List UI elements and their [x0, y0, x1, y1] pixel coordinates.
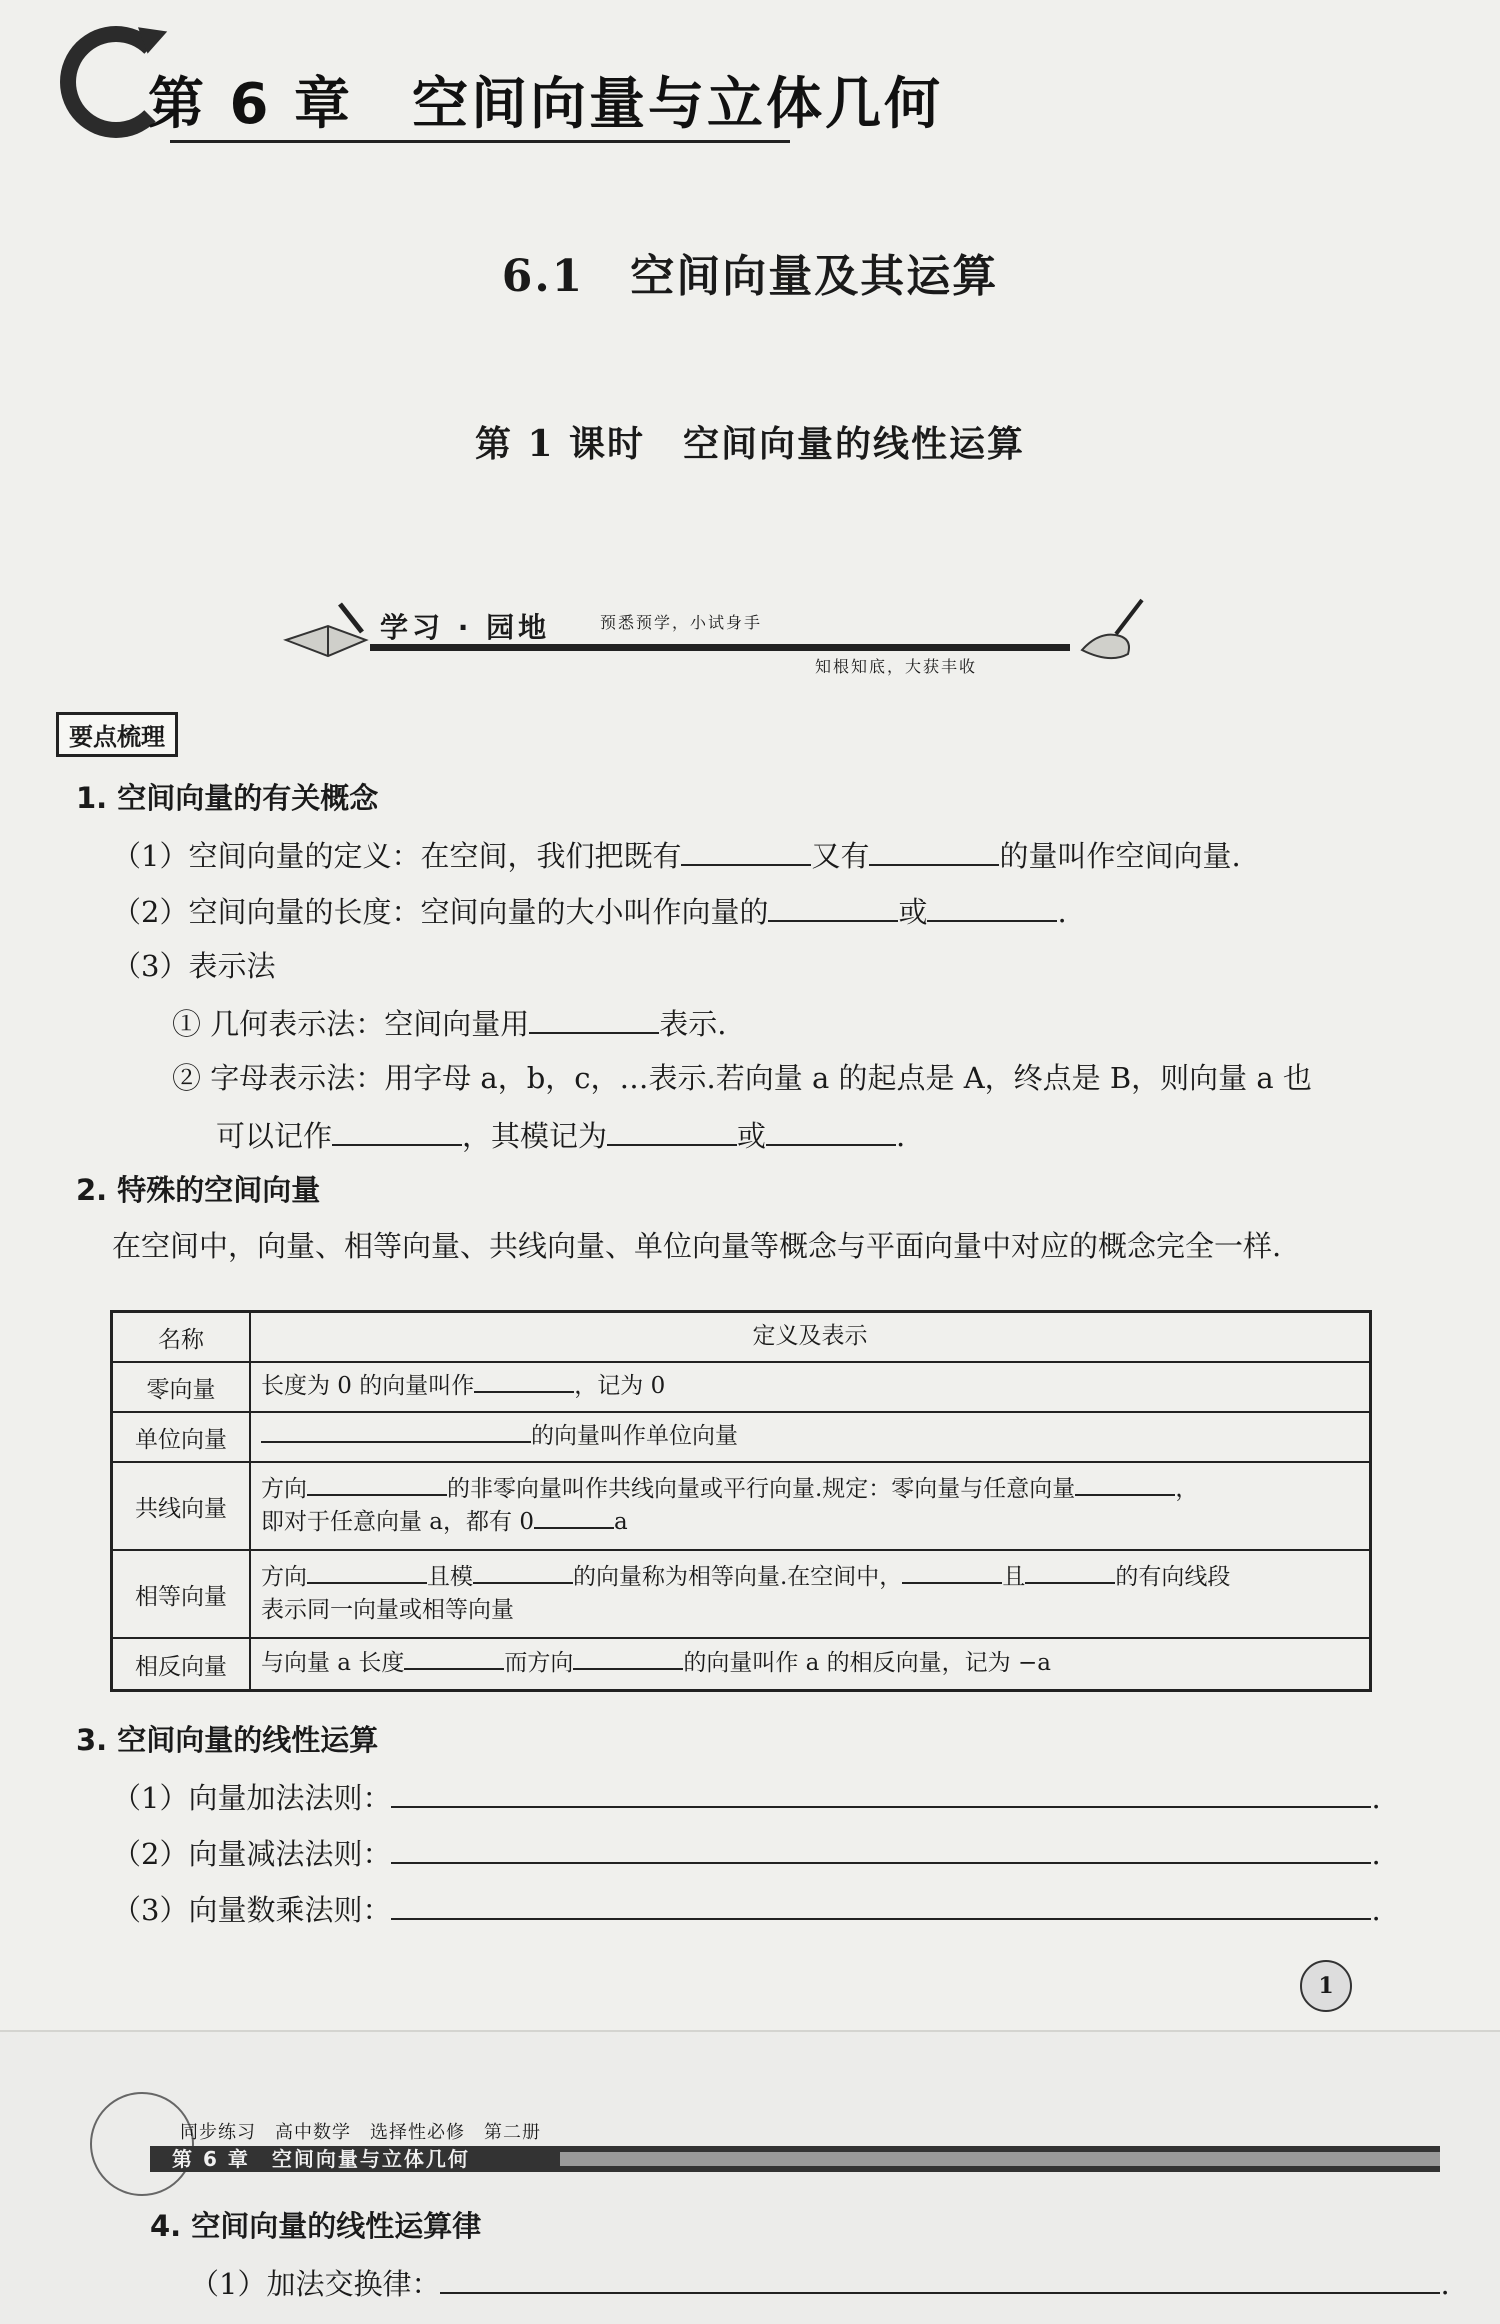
row-def-opposite: 与向量 a 长度 而方向 的向量叫作 a 的相反向量，记为 −a — [261, 1650, 1051, 1677]
point-1-heading: 1. 空间向量的有关概念 — [76, 781, 379, 815]
chapter-title: 第 6 章 空间向量与立体几何 — [148, 72, 943, 137]
row-name-unit: 单位向量 — [113, 1413, 251, 1461]
chapter-header — [60, 18, 943, 138]
point-1-line-4: ① 几何表示法：空间向量用 表示. — [172, 1007, 727, 1041]
table-header-def: 定义及表示 — [752, 1323, 868, 1350]
writing-hand-icon — [1070, 590, 1150, 670]
table-row — [113, 1639, 1369, 1689]
page-2 — [0, 2030, 1500, 2324]
table-header-name: 名称 — [113, 1313, 251, 1361]
point-1-line-6: 可以记作 ，其模记为 或 . — [216, 1119, 906, 1153]
banner-slogan-1: 预悉预学，小试身手 — [600, 613, 763, 632]
row-def-zero: 长度为 0 的向量叫作 ，记为 0 — [261, 1373, 666, 1400]
chapter-bar-stripe — [560, 2152, 1440, 2166]
banner-bar — [370, 644, 1070, 651]
lesson-title: 第 1 课时 空间向量的线性运算 — [474, 423, 1026, 465]
banner-slogan-2: 知根知底，大获丰收 — [815, 657, 978, 676]
section-title: 6.1 空间向量及其运算 — [501, 251, 999, 302]
point-1-line-2: （2）空间向量的长度：空间向量的大小叫作向量的 或 . — [112, 895, 1067, 929]
table-header-row — [113, 1313, 1369, 1363]
row-name-zero: 零向量 — [113, 1363, 251, 1411]
point-3-line-2: （2）向量减法法则： . — [112, 1837, 1381, 1871]
table-row — [113, 1463, 1369, 1551]
point-1-line-3: （3）表示法 — [112, 949, 276, 983]
table-row — [113, 1363, 1369, 1413]
page-2-chapter: 第 6 章 空间向量与立体几何 — [172, 2147, 470, 2171]
row-def-equal: 方向 且模 的向量称为相等向量.在空间中， 且 的有向线段 表示同一向量或相等向量 — [261, 1563, 1231, 1623]
row-name-equal: 相等向量 — [113, 1551, 251, 1637]
point-1-line-5: ② 字母表示法：用字母 a，b，c，…表示.若向量 a 的起点是 A，终点是 B，则向量 a 也 — [172, 1061, 1312, 1095]
study-banner — [280, 586, 1140, 676]
key-points-tag: 要点梳理 — [56, 712, 178, 757]
point-2-text: 在空间中，向量、相等向量、共线向量、单位向量等概念与平面向量中对应的概念完全一样. — [112, 1229, 1282, 1263]
table-row — [113, 1551, 1369, 1639]
page-number: 1 — [1300, 1960, 1352, 2012]
row-def-collinear: 方向 的非零向量叫作共线向量或平行向量.规定：零向量与任意向量 ， 即对于任意向量 a，都有 0 a — [261, 1475, 1199, 1535]
point-2-heading: 2. 特殊的空间向量 — [76, 1173, 321, 1207]
point-3-line-1: （1）向量加法法则： . — [112, 1781, 1381, 1815]
point-1-line-1: （1）空间向量的定义：在空间，我们把既有 又有 的量叫作空间向量. — [112, 839, 1241, 873]
chapter-underline — [170, 140, 790, 143]
book-pen-icon — [280, 596, 372, 666]
vector-definition-table — [110, 1310, 1372, 1692]
row-name-opposite: 相反向量 — [113, 1639, 251, 1689]
point-4-line-1: （1）加法交换律： . — [190, 2267, 1450, 2301]
row-name-collinear: 共线向量 — [113, 1463, 251, 1549]
table-row — [113, 1413, 1369, 1463]
point-3-line-3: （3）向量数乘法则： . — [112, 1893, 1381, 1927]
point-3-heading: 3. 空间向量的线性运算 — [76, 1723, 379, 1757]
banner-caption: 学习 · 园地 — [380, 611, 551, 644]
row-def-unit: 的向量叫作单位向量 — [261, 1413, 1359, 1461]
point-4-heading: 4. 空间向量的线性运算律 — [150, 2209, 482, 2243]
book-info: 同步练习 高中数学 选择性必修 第二册 — [180, 2122, 541, 2143]
book-series-logo — [90, 2092, 194, 2196]
